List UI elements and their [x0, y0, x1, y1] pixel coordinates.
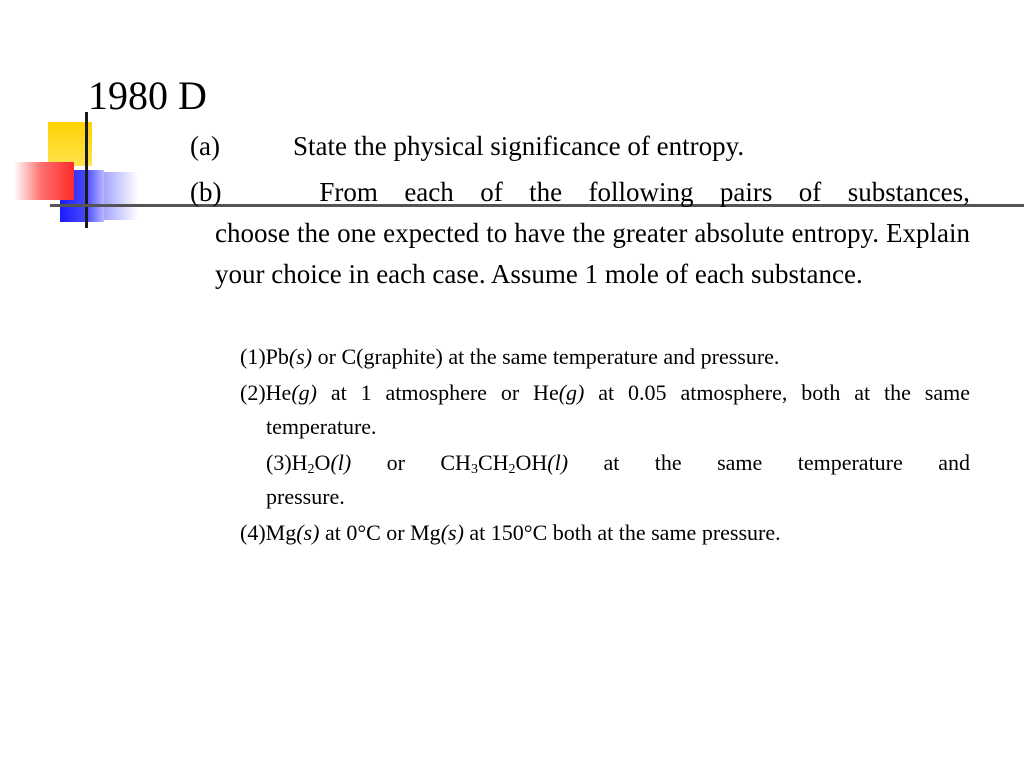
formula: H: [291, 450, 308, 475]
vertical-rule: [85, 112, 88, 228]
state-symbol: (s): [296, 520, 320, 545]
part-a: [190, 126, 970, 167]
part-b-word: pairs: [719, 177, 773, 207]
item-number: (4): [240, 520, 266, 545]
item-3-formula-2: [440, 446, 568, 480]
subscript: 3: [470, 462, 478, 477]
formula: Mg: [265, 520, 297, 545]
item-3-first-line: [266, 446, 970, 480]
item-number: (3): [266, 450, 292, 475]
list-item: [240, 446, 970, 514]
state-symbol: (l): [547, 450, 569, 475]
formula: Pb: [265, 344, 289, 369]
part-b-word: the: [529, 177, 563, 207]
item-number: (1): [240, 344, 266, 369]
item-text: or C(graphite) at the same temperature and pressure.: [312, 344, 780, 369]
item-word: the: [654, 450, 682, 475]
part-b-word: each: [404, 177, 454, 207]
state-symbol: (g): [291, 380, 317, 405]
part-b-word: of: [480, 177, 503, 207]
list-item: [240, 340, 970, 374]
blue-fade-decoration: [104, 172, 138, 220]
item-text: at 150°C both at the same pressure.: [463, 520, 781, 545]
red-square-decoration: [14, 162, 74, 200]
item-text: at 1 atmosphere or He: [316, 380, 559, 405]
part-a-label: (a): [190, 131, 220, 161]
substance-pairs-list: [240, 340, 970, 552]
item-word: temperature: [797, 450, 903, 475]
part-b: [190, 172, 970, 295]
state-symbol: (s): [440, 520, 464, 545]
part-b-word: of: [798, 177, 822, 207]
item-text: at 0°C or Mg: [319, 520, 441, 545]
part-b-word: From: [319, 177, 378, 207]
subscript: 2: [307, 462, 315, 477]
item-word: and: [938, 450, 970, 475]
formula: He: [265, 380, 292, 405]
item-word: at: [603, 450, 620, 475]
formula: CH: [440, 450, 471, 475]
part-b-continuation: choose the one expected to have the greater absolute entropy. Explain your choice in each case. Assume 1 mole of each substance.: [215, 218, 970, 289]
formula: CH: [477, 450, 509, 475]
slide-title: 1980 D: [88, 73, 207, 118]
formula: OH: [515, 450, 548, 475]
item-word: or: [386, 450, 405, 475]
part-b-word: following: [588, 177, 694, 207]
part-b-word: substances,: [847, 177, 970, 207]
part-b-label: (b): [190, 177, 222, 207]
list-item: [240, 376, 970, 444]
item-word: same: [717, 450, 763, 475]
part-a-text: State the physical significance of entropy.: [293, 131, 745, 161]
item-text: at 0.05 atmosphere, both at the same temperature.: [266, 380, 970, 439]
list-item: [240, 516, 970, 550]
item-3-second-line: [266, 480, 970, 514]
part-b-first-line: [190, 172, 970, 213]
item-number: (2): [240, 380, 266, 405]
state-symbol: (s): [288, 344, 313, 369]
item-text: pressure.: [266, 484, 345, 509]
state-symbol: (l): [330, 450, 352, 475]
subscript: 2: [508, 462, 516, 477]
state-symbol: (g): [558, 380, 585, 405]
formula: O: [314, 450, 331, 475]
item-3-formula-1: [266, 446, 351, 480]
